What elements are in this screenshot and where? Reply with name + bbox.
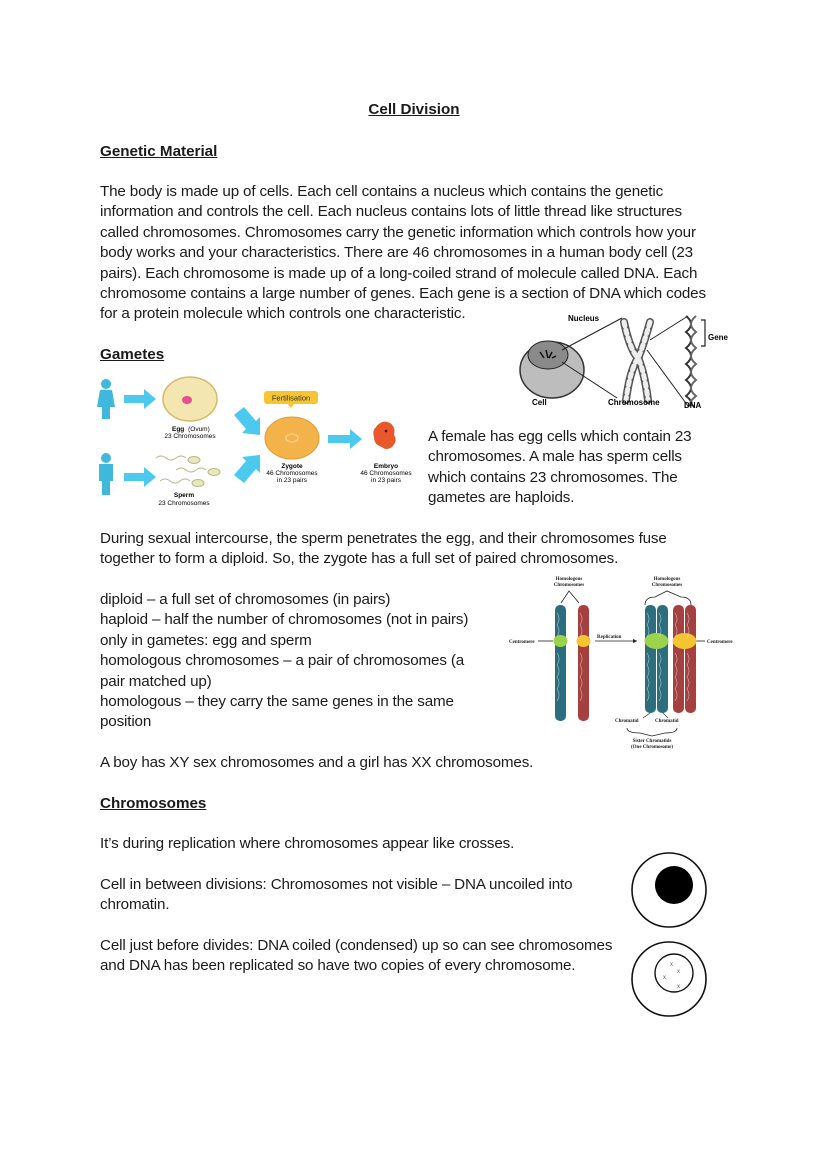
chromosome-shape <box>624 322 650 400</box>
gametes-side-paragraph <box>428 427 728 509</box>
label-sister-chromatids: Sister Chromatids <box>632 739 672 744</box>
heading-gametes: Gametes <box>100 346 165 363</box>
label-nucleus: Nucleus <box>568 314 600 323</box>
definition-homologous-chromosomes-cont: pair matched up) <box>100 672 212 690</box>
cell-chromosome-dna-figure <box>512 310 738 412</box>
cell-before-divides-paragraph <box>100 936 640 977</box>
text-line: A female has egg cells which contain 23 <box>428 428 692 445</box>
label-gene: Gene <box>708 333 729 342</box>
chromosome-mark: x <box>677 969 680 975</box>
centromere-green <box>554 635 568 647</box>
egg-count: 23 Chromosomes <box>164 433 216 440</box>
chromosome-mark: x <box>670 962 673 968</box>
page-title: Cell Division <box>368 101 460 118</box>
zygote-pairs: in 23 pairs <box>277 477 307 484</box>
label-chromosomes-2: Chromosomes <box>651 583 683 588</box>
text-line: chromosome contains a large number of genes. Each gene is a section of DNA which codes <box>100 285 706 303</box>
chromosome-blue <box>555 605 566 721</box>
arrow-icon <box>234 407 260 435</box>
label-replication: Replication <box>597 635 622 640</box>
label-one-chromosome: (One Chromosome) <box>631 745 673 750</box>
centromere-yellow <box>577 635 591 647</box>
label-centromere-left: Centromere <box>509 640 535 645</box>
text-line: chromosomes. A male has sperm cells <box>428 448 682 466</box>
definition-haploid: haploid – half the number of chromosomes (not in pairs) <box>100 611 469 629</box>
svg-text:Egg (Ovum) <box>172 426 210 433</box>
label-chromosomes-1: Chromosomes <box>553 583 585 588</box>
female-icon <box>97 379 115 419</box>
text-line: information and controls the cell. Each nucleus contains lots of little thread like structures <box>100 203 682 221</box>
arrow-icon <box>328 429 362 449</box>
sperm-label: Sperm <box>173 492 195 499</box>
label-chromatid-2: Chromatid <box>655 719 679 724</box>
text-line: and DNA has been replicated so have two copies of every chromosome. <box>100 957 576 975</box>
embryo-pairs: in 23 pairs <box>371 477 401 484</box>
chromosome-mark: x <box>677 984 680 990</box>
sperm-count: 23 Chromosomes <box>158 500 210 507</box>
text-line: for a protein molecule which controls one characteristic. <box>100 305 466 323</box>
arrow-icon <box>124 389 156 409</box>
text-line: body works and your characteristics. There are 46 chromosomes in a human body cell (23 <box>100 244 693 262</box>
fertilisation-label: Fertilisation <box>271 393 311 403</box>
cell-diagrams <box>628 852 712 1022</box>
genetic-material-paragraph <box>100 182 740 325</box>
text-line: gametes are haploids. <box>428 489 575 507</box>
chromosomes-line-crosses: It’s during replication where chromosomes appear like crosses. <box>100 835 515 852</box>
label-chromatid-1: Chromatid <box>615 719 639 724</box>
label-chromosome: Chromosome <box>608 398 660 407</box>
fertilisation-diagram <box>94 375 424 513</box>
text-line: called chromosomes. Chromosomes carry the genetic information which controls how your <box>100 223 696 241</box>
label-dna: DNA <box>684 401 702 410</box>
embryo-count: 46 Chromosomes <box>360 470 412 477</box>
text-line: chromatin. <box>100 896 170 914</box>
chromosome-mark: x <box>663 975 666 981</box>
text-line: pairs). Each chromosome is made up of a long-coiled strand of molecule called DNA. Each <box>100 264 698 282</box>
nucleus-solid <box>655 866 693 904</box>
egg-sub-label: (Ovum) <box>188 426 210 433</box>
label-centromere-right: Centromere <box>707 640 733 645</box>
cell-between-divisions-paragraph <box>100 875 620 916</box>
heading-genetic-material: Genetic Material <box>100 143 218 160</box>
text-line: During sexual intercourse, the sperm penetrates the egg, and their chromosomes fuse <box>100 530 667 547</box>
sex-chromosomes-line: A boy has XY sex chromosomes and a girl has XX chromosomes. <box>100 754 534 771</box>
text-line: which contains 23 chromosomes. The <box>428 468 678 486</box>
embryo-label: Embryo <box>373 463 399 470</box>
text-line: The body is made up of cells. Each cell contains a nucleus which contains the genetic <box>100 183 664 200</box>
definitions-list <box>100 590 500 733</box>
definition-homologous-chromosomes: homologous chromosomes – a pair of chromosomes (a <box>100 652 465 670</box>
arrow-icon <box>124 467 156 487</box>
label-homologous-1: Homologous <box>555 577 583 582</box>
definition-gametes: only in gametes: egg and sperm <box>100 631 312 649</box>
arrow-icon <box>234 455 260 483</box>
text-line: together to form a diploid. So, the zygote has a full set of paired chromosomes. <box>100 550 619 568</box>
label-homologous-2: Homologous <box>653 577 681 582</box>
heading-chromosomes: Chromosomes <box>100 795 207 812</box>
zygote-count: 46 Chromosomes <box>266 470 318 477</box>
nucleus-outline <box>655 954 693 992</box>
embryo-shape <box>373 422 395 449</box>
definition-homologous: homologous – they carry the same genes in the same <box>100 693 454 711</box>
definition-diploid: diploid – a full set of chromosomes (in pairs) <box>100 591 391 608</box>
text-line: Cell just before divides: DNA coiled (condensed) up so can see chromosomes <box>100 937 613 954</box>
text-line: Cell in between divisions: Chromosomes not visible – DNA uncoiled into <box>100 876 573 893</box>
chromosome-red <box>578 605 589 721</box>
zygote-cell <box>265 417 319 459</box>
label-cell: Cell <box>532 398 547 407</box>
dna-helix <box>686 316 696 406</box>
definition-homologous-cont: position <box>100 713 152 731</box>
zygote-label: Zygote <box>281 463 303 470</box>
fusion-paragraph <box>100 529 740 570</box>
homologous-chromosomes-figure <box>505 573 743 753</box>
egg-label: Egg <box>172 426 185 433</box>
male-icon <box>99 453 113 495</box>
